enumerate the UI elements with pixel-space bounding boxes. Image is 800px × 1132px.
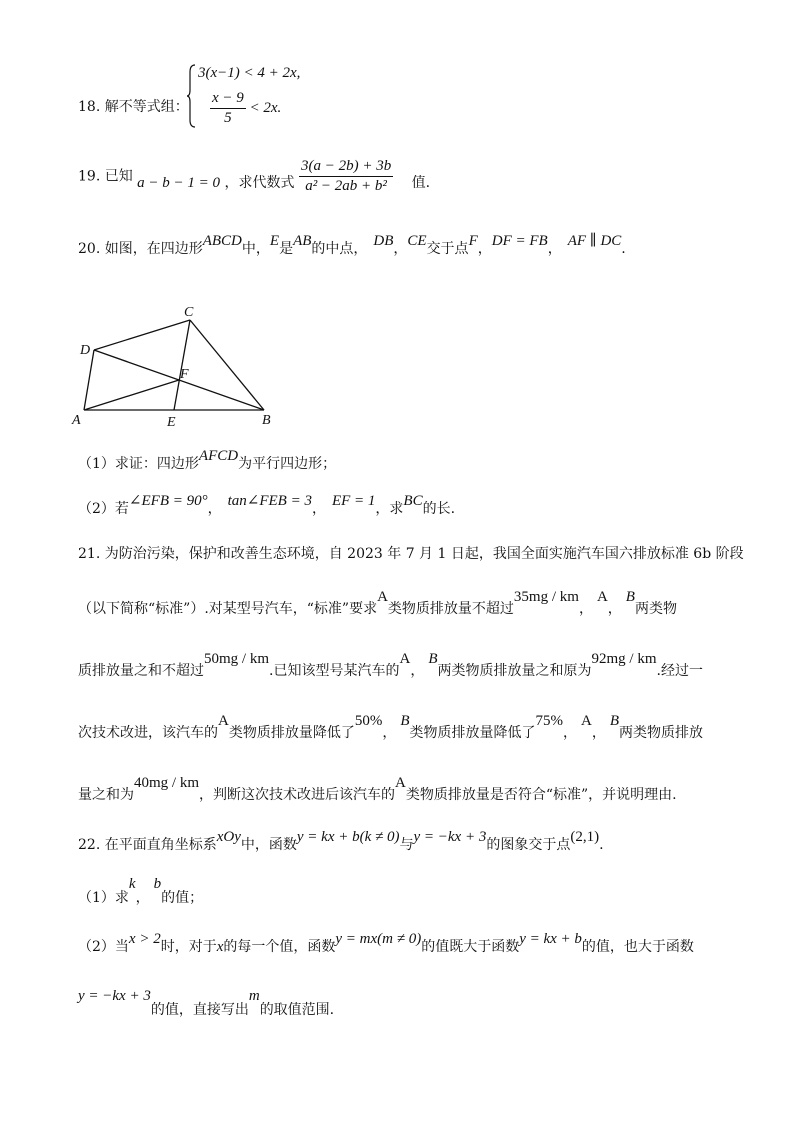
q21-a-3: A bbox=[399, 651, 411, 667]
q21-line2 bbox=[78, 586, 677, 617]
q21-l4-d: 类物质排放量降低了 bbox=[409, 725, 536, 741]
q21-b-4: B bbox=[609, 713, 620, 729]
segment-dc bbox=[94, 320, 190, 350]
segment-ce bbox=[174, 320, 190, 410]
q20-part2-c2: ， bbox=[311, 501, 326, 517]
q21-l2-text-b: 类物质排放量不超过 bbox=[387, 601, 514, 617]
q21-l3-b: .已知该型号某汽车的 bbox=[269, 663, 400, 679]
q22-function-4: y = kx + b bbox=[519, 931, 582, 947]
q22-part1-comma: ， bbox=[135, 890, 150, 906]
q21-line5 bbox=[78, 772, 677, 803]
q22-part1-tail: 的值； bbox=[161, 890, 204, 906]
q20-stem bbox=[78, 230, 626, 257]
q21-value-40: 40mg / km bbox=[134, 775, 200, 791]
q21-a-5: A bbox=[581, 713, 592, 729]
q22-point: (2,1) bbox=[570, 829, 600, 845]
q21-l3-c: ， bbox=[410, 663, 425, 679]
q19-mid-text: ，求代数式 bbox=[224, 174, 295, 191]
q20-ce: CE bbox=[407, 233, 427, 249]
q19-denominator: a² − 2ab + b² bbox=[305, 178, 387, 194]
q22-part2-line1 bbox=[78, 928, 694, 955]
q20-text-6: 交于点 bbox=[426, 241, 469, 257]
q18-inequality-2 bbox=[210, 90, 281, 127]
q21-l2-c: ， bbox=[578, 601, 593, 617]
q22-function-3: y = mx(m ≠ 0) bbox=[335, 931, 422, 947]
q21-l5-text: 量之和为 bbox=[78, 787, 134, 803]
q20-tan-feb: tan∠FEB = 3 bbox=[227, 493, 312, 509]
q18-label: 18. 解不等式组： bbox=[78, 99, 189, 115]
q22-condition: x > 2 bbox=[128, 931, 161, 947]
q21-a-2: A bbox=[596, 589, 608, 605]
q21-b-1: B bbox=[625, 589, 635, 605]
q22-function-2: y = −kx + 3 bbox=[413, 829, 487, 845]
q19-condition: a − b − 1 = 0 bbox=[137, 174, 221, 191]
q22-b: b bbox=[153, 876, 162, 892]
q20-part2 bbox=[78, 490, 456, 517]
label-a: A bbox=[72, 413, 81, 428]
q21-b-2: B bbox=[428, 651, 438, 667]
q21-l3-text: 质排放量之和不超过 bbox=[78, 663, 204, 679]
q19-numerator: 3(a − 2b) + 3b bbox=[299, 158, 393, 177]
q19-line bbox=[78, 158, 430, 195]
q22-part1 bbox=[78, 873, 204, 906]
q21-l4-b: 类物质排放量降低了 bbox=[228, 725, 355, 741]
q20-e: E bbox=[269, 233, 280, 249]
q22-part2-b: 时，对于 bbox=[160, 939, 217, 955]
q21-value-35: 35mg / km bbox=[513, 589, 579, 605]
q21-a-4: A bbox=[218, 713, 229, 729]
q20-bc: BC bbox=[403, 493, 423, 509]
brace-symbol bbox=[186, 64, 196, 128]
q22-x: x bbox=[216, 939, 224, 955]
q22-stem bbox=[78, 826, 604, 853]
q21-l3-e: .经过一 bbox=[656, 663, 703, 679]
q20-part2-c3: ，求 bbox=[375, 501, 404, 517]
q22-part2-d: 的值既大于函数 bbox=[421, 939, 520, 955]
q20-ef: EF = 1 bbox=[331, 493, 376, 509]
q20-ab: AB bbox=[293, 233, 312, 249]
q21-l4-e: ， bbox=[563, 725, 578, 741]
q20-angle-efb: ∠EFB = 90° bbox=[128, 493, 208, 509]
segment-ad bbox=[84, 350, 94, 410]
q21-value-92: 92mg / km bbox=[591, 651, 657, 667]
q19-label: 19. 已知 bbox=[78, 168, 133, 185]
q22-function-5: y = −kx + 3 bbox=[78, 988, 151, 1004]
q18-denominator: 5 bbox=[224, 110, 232, 126]
q20-part1-text: （1）求证：四边形 bbox=[78, 456, 199, 472]
q22-part1-text: （1）求 bbox=[78, 890, 129, 906]
q22-part2-line2 bbox=[78, 985, 335, 1018]
q22-text-3: 与 bbox=[399, 837, 414, 853]
q20-df-fb: DF = FB bbox=[491, 233, 548, 249]
q20-db: DB bbox=[373, 233, 394, 249]
q21-line3 bbox=[78, 648, 703, 679]
q22-function-1: y = kx + b(k ≠ 0) bbox=[296, 829, 400, 845]
label-b: B bbox=[262, 413, 271, 428]
q21-l4-f: ， bbox=[591, 725, 606, 741]
q21-a-6: A bbox=[395, 775, 406, 791]
q21-l3-d: 两类物质排放量之和原为 bbox=[437, 663, 592, 679]
q20-text-5: ， bbox=[393, 241, 408, 257]
q21-value-50: 50mg / km bbox=[204, 651, 270, 667]
q22-part2-c: 的每一个值，函数 bbox=[223, 939, 336, 955]
q20-part2-c1: ， bbox=[207, 501, 222, 517]
q20-f: F bbox=[468, 233, 478, 249]
q19-fraction bbox=[299, 158, 393, 195]
segment-af bbox=[84, 380, 179, 410]
q20-text-7: ， bbox=[477, 241, 492, 257]
q21-line4 bbox=[78, 710, 704, 741]
q21-l2-text: （以下简称“标准”）.对某型号汽车，“标准”要求 bbox=[78, 601, 378, 617]
q18-inequality-1: 3(x−1) < 4 + 2x, bbox=[198, 65, 301, 81]
q22-part2-f: 的值，直接写出 bbox=[150, 1002, 249, 1018]
label-d: D bbox=[80, 343, 91, 358]
q21-l4-text: 次技术改进，该汽车的 bbox=[78, 725, 218, 741]
q22-xoy: xOy bbox=[216, 829, 241, 845]
q21-b-3: B bbox=[400, 713, 410, 729]
q21-l5-c: 类物质排放量是否符合“标准”，并说明理由. bbox=[405, 787, 677, 803]
label-e: E bbox=[167, 415, 176, 430]
q20-text-9: . bbox=[621, 241, 626, 257]
q22-text-5: . bbox=[599, 837, 604, 853]
q21-l4-c: ， bbox=[382, 725, 397, 741]
q22-text-2: 中，函数 bbox=[240, 837, 297, 853]
q20-text-4: 的中点， bbox=[311, 241, 368, 257]
q20-part1-tail: 为平行四边形； bbox=[238, 456, 337, 472]
q20-text-3: 是 bbox=[279, 241, 294, 257]
q20-part2-end: 的长. bbox=[422, 501, 456, 517]
q20-text-1: 20. 如图，在四边形 bbox=[78, 241, 203, 257]
q21-percent-75: 75% bbox=[535, 713, 564, 729]
q20-figure bbox=[68, 300, 288, 430]
q21-percent-50: 50% bbox=[354, 713, 383, 729]
q21-l4-g: 两类物质排放 bbox=[619, 725, 704, 741]
q21-line1: 21. 为防治污染，保护和改善生态环境，自 2023 年 7 月 1 日起，我国全面实施汽车国六排放标准 6b 阶段 bbox=[78, 546, 744, 562]
q20-part1 bbox=[78, 445, 337, 472]
q20-af-parallel-dc: AF ∥ DC bbox=[567, 233, 622, 249]
q21-l2-e: 两类物 bbox=[634, 601, 677, 617]
q21-a-1: A bbox=[377, 589, 388, 605]
q22-k: k bbox=[128, 876, 136, 892]
q22-part2-g: 的取值范围. bbox=[259, 1002, 335, 1018]
q18-numerator: x − 9 bbox=[210, 90, 246, 109]
label-c: C bbox=[184, 305, 194, 320]
q22-text-1: 22. 在平面直角坐标系 bbox=[78, 837, 217, 853]
q21-l5-b: ，判断这次技术改进后该汽车的 bbox=[199, 787, 396, 803]
q22-text-4: 的图象交于点 bbox=[486, 837, 571, 853]
q20-afcd: AFCD bbox=[198, 448, 239, 464]
q19-tail: 值. bbox=[411, 174, 431, 191]
q22-part2-text: （2）当 bbox=[78, 939, 129, 955]
q22-part2-e: 的值，也大于函数 bbox=[581, 939, 694, 955]
q22-m: m bbox=[248, 988, 260, 1004]
q20-text-8: ， bbox=[547, 241, 562, 257]
label-f: F bbox=[180, 367, 189, 382]
q20-part2-text: （2）若 bbox=[78, 501, 129, 517]
q20-text-2: 中， bbox=[241, 241, 270, 257]
q20-abcd: ABCD bbox=[202, 233, 242, 249]
q18-inequality-2-rest: < 2x. bbox=[249, 99, 282, 116]
q21-l2-d: ， bbox=[607, 601, 622, 617]
